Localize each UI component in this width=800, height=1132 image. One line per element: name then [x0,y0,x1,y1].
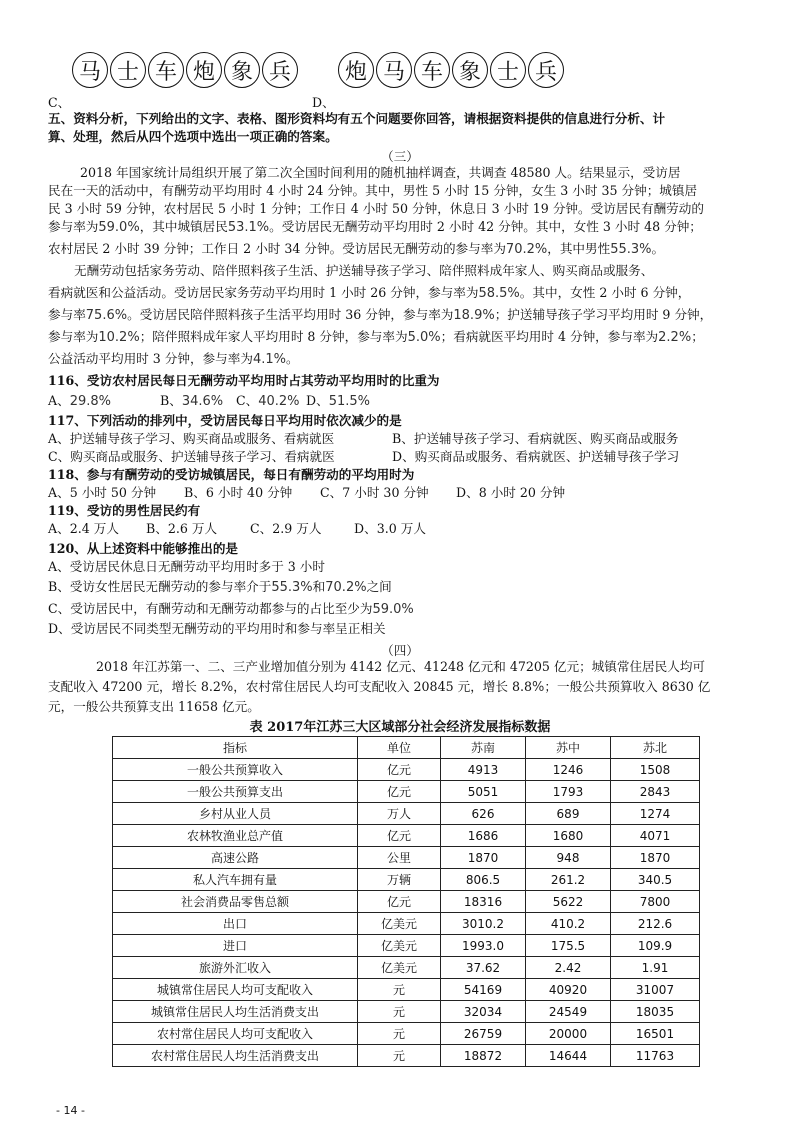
table-cell: 410.2 [526,913,611,935]
percent-value: 75.6% [85,308,128,323]
table-cell: 37.62 [441,957,526,979]
chess-piece: 兵 [528,52,564,88]
percent-value: 58.5% [478,286,520,301]
table-cell: 5051 [441,781,526,803]
q117-option-b[interactable]: B、护送辅导孩子学习、看病就医、购买商品或服务 [392,431,679,446]
table-row [113,1045,700,1067]
table-cell: 1993.0 [441,935,526,957]
paragraph-line: 民在一天的活动中，有酬劳动平均用时 4 小时 24 分钟。其中，男性 5 小时 15 分钟，女生 3 小时 35 分钟；城镇居 [48,183,698,198]
table-row [113,935,700,957]
table-header-row [113,737,700,759]
table-cell: 340.5 [611,869,700,891]
chess-piece: 兵 [262,52,298,88]
table-cell: 社会消费品零售总额 [113,891,358,913]
table-cell: 4913 [441,759,526,781]
chess-piece: 象 [224,52,260,88]
option-d-label: D、 [312,95,335,110]
table-cell: 亿元 [358,891,441,913]
paragraph-line: 无酬劳动包括家务劳动、陪伴照料孩子生活、护送辅导孩子学习、陪伴照料成年家人、购买商品或服务、 [74,263,654,278]
table-cell: 18035 [611,1001,700,1023]
q120-option-c[interactable]: C、受访居民中，有酬劳动和无酬劳动都参与的占比至少为59.0% [48,601,414,617]
table-cell: 109.9 [611,935,700,957]
q116-option-b[interactable]: B、34.6% [160,393,224,409]
data-table [112,736,700,1067]
column-header: 苏南 [441,737,526,759]
percent-value: 59.0% [98,220,140,235]
table-caption: 表 2017年江苏三大区域部分社会经济发展指标数据 [249,720,551,735]
table-cell: 亿元 [358,759,441,781]
chess-piece: 马 [376,52,412,88]
table-cell: 元 [358,1045,441,1067]
table-cell: 公里 [358,847,441,869]
table-row [113,1001,700,1023]
table-cell: 948 [526,847,611,869]
paragraph-line: 参与率75.6%。受访居民陪伴照料孩子生活平均用时 36 分钟，参与率为18.9%；护送辅导孩子学习平均用时 9 分钟， [48,307,713,323]
table-cell: 旅游外汇收入 [113,957,358,979]
chess-piece: 象 [452,52,488,88]
q118-option-b[interactable]: B、6 小时 40 分钟 [184,485,293,500]
table-cell: 万辆 [358,869,441,891]
table-cell: 175.5 [526,935,611,957]
table-cell: 1.91 [611,957,700,979]
table-cell: 2.42 [526,957,611,979]
table-row [113,957,700,979]
table-cell: 亿元 [358,825,441,847]
question-120: 120、从上述资料中能够推出的是 [48,541,239,556]
q120-option-d[interactable]: D、受访居民不同类型无酬劳动的平均用时和参与率呈正相关 [48,621,386,636]
chess-piece: 士 [490,52,526,88]
table-row [113,1023,700,1045]
table-row [113,891,700,913]
section-heading: 五、资料分析，下列给出的文字、表格、图形资料均有五个问题要你回答，请根据资料提供的信息进行分析、计 [48,111,666,126]
table-cell: 元 [358,979,441,1001]
percent-value: 5.0% [407,330,441,345]
table-row [113,913,700,935]
table-cell: 14644 [526,1045,611,1067]
table-cell: 24549 [526,1001,611,1023]
paragraph-line: 参与率为10.2%；陪伴照料成年家人平均用时 8 分钟，参与率为5.0%；看病就医平均用时 4 分钟，参与率为2.2%； [48,329,704,345]
table-cell: 20000 [526,1023,611,1045]
table-cell: 626 [441,803,526,825]
table-row [113,825,700,847]
q120-option-b[interactable]: B、受访女性居民无酬劳动的参与率介于55.3%和70.2%之间 [48,579,392,595]
table-cell: 7800 [611,891,700,913]
table-cell: 高速公路 [113,847,358,869]
q120-option-a[interactable]: A、受访居民休息日无酬劳动平均用时多于 3 小时 [48,559,325,574]
table-cell: 261.2 [526,869,611,891]
column-header: 苏北 [611,737,700,759]
table-cell: 3010.2 [441,913,526,935]
paragraph-line: 看病就医和公益活动。受访居民家务劳动平均用时 1 小时 26 分钟，参与率为58.5%。其中，女性 2 小时 6 分钟， [48,285,691,301]
table-cell: 城镇常住居民人均生活消费支出 [113,1001,358,1023]
option-c-label: C、 [48,95,71,110]
table-cell: 万人 [358,803,441,825]
percent-value: 2.2% [658,330,692,345]
table-cell: 农林牧渔业总产值 [113,825,358,847]
table-cell: 一般公共预算收入 [113,759,358,781]
table-row [113,979,700,1001]
table-cell: 进口 [113,935,358,957]
table-cell: 出口 [113,913,358,935]
table-cell: 4071 [611,825,700,847]
paragraph-line: 民 3 小时 59 分钟，农村居民 5 小时 1 分钟；工作日 4 小时 50 分钟，休息日 3 小时 19 分钟。受访居民有酬劳动的 [48,201,704,216]
chess-group-d [338,52,566,92]
table-cell: 689 [526,803,611,825]
q119-option-a[interactable]: A、2.4 万人 [48,521,119,536]
table-cell: 1870 [441,847,526,869]
table-cell: 元 [358,1001,441,1023]
table-cell: 亿元 [358,781,441,803]
table-cell: 元 [358,1023,441,1045]
part-heading: （四） [381,643,419,658]
q119-option-d[interactable]: D、3.0 万人 [354,521,426,536]
percent-value: 18.9% [453,308,495,323]
chess-piece: 马 [72,52,108,88]
paragraph-line: 参与率为59.0%，其中城镇居民53.1%。受访居民无酬劳动平均用时 2 小时 42 分钟。其中，女性 3 小时 48 分钟； [48,219,702,235]
section-heading-cont: 算、处理，然后从四个选项中选出一项正确的答案。 [48,129,338,144]
table-cell: 18316 [441,891,526,913]
chess-piece: 炮 [186,52,222,88]
page-number: - 14 - [56,1104,85,1117]
percent-value: 10.2% [98,330,140,345]
table-cell: 26759 [441,1023,526,1045]
q116-option-a[interactable]: A、29.8% [48,393,112,409]
table-cell: 一般公共预算支出 [113,781,358,803]
table-cell: 1274 [611,803,700,825]
question-119: 119、受访的男性居民约有 [48,503,201,518]
q117-option-c[interactable]: C、购买商品或服务、护送辅导孩子学习、看病就医 [48,449,335,464]
q117-option-a[interactable]: A、护送辅导孩子学习、购买商品或服务、看病就医 [48,431,335,446]
percent-value: 55.3% [610,242,652,257]
paragraph-line: 农村居民 2 小时 39 分钟；工作日 2 小时 34 分钟。受访居民无酬劳动的参与率为70.2%，其中男性55.3%。 [48,241,665,257]
table-cell: 32034 [441,1001,526,1023]
table-cell: 11763 [611,1045,700,1067]
question-116: 116、受访农村居民每日无酬劳动平均用时占其劳动平均用时的比重为 [48,373,440,388]
table-cell: 31007 [611,979,700,1001]
chess-piece: 炮 [338,52,374,88]
table-cell: 54169 [441,979,526,1001]
table-cell: 16501 [611,1023,700,1045]
q118-option-c[interactable]: C、7 小时 30 分钟 [320,485,429,500]
column-header: 苏中 [526,737,611,759]
table-cell: 1246 [526,759,611,781]
table-cell: 2843 [611,781,700,803]
table-cell: 1680 [526,825,611,847]
table-cell: 1793 [526,781,611,803]
chess-piece: 车 [414,52,450,88]
paragraph-line: 元，一般公共预算支出 11658 亿元。 [48,699,260,714]
question-117: 117、下列活动的排列中，受访居民每日平均用时依次减少的是 [48,413,402,428]
table-cell: 806.5 [441,869,526,891]
column-header: 指标 [113,737,358,759]
table-row [113,759,700,781]
table-row [113,869,700,891]
table-row [113,803,700,825]
chess-group-c [72,52,300,92]
q118-option-a[interactable]: A、5 小时 50 分钟 [48,485,157,500]
percent-value: 53.1% [227,220,270,235]
table-cell: 私人汽车拥有量 [113,869,358,891]
paragraph-line: 公益活动平均用时 3 分钟，参与率为4.1%。 [48,351,299,367]
q118-option-d[interactable]: D、8 小时 20 分钟 [456,485,566,500]
table-cell: 5622 [526,891,611,913]
table-cell: 乡村从业人员 [113,803,358,825]
table-cell: 城镇常住居民人均可支配收入 [113,979,358,1001]
table-cell: 40920 [526,979,611,1001]
table-cell: 1686 [441,825,526,847]
percent-value: 70.2% [505,242,548,257]
table-cell: 亿美元 [358,913,441,935]
table-cell: 18872 [441,1045,526,1067]
paragraph-line: 2018 年国家统计局组织开展了第二次全国时间利用的随机抽样调查，共调查 48580 人。结果显示，受访居 [80,165,681,180]
q119-option-b[interactable]: B、2.6 万人 [146,521,218,536]
table-cell: 农村常住居民人均生活消费支出 [113,1045,358,1067]
q117-option-d[interactable]: D、购买商品或服务、看病就医、护送辅导孩子学习 [392,449,680,464]
chess-piece: 车 [148,52,184,88]
table-cell: 212.6 [611,913,700,935]
table-cell: 亿美元 [358,935,441,957]
paragraph-line: 2018 年江苏第一、二、三产业增加值分别为 4142 亿元、41248 亿元和 47205 亿元；城镇常住居民人均可 [96,659,706,674]
table-cell: 1870 [611,847,700,869]
table-cell: 亿美元 [358,957,441,979]
table-cell: 农村常住居民人均可支配收入 [113,1023,358,1045]
q119-option-c[interactable]: C、2.9 万人 [250,521,322,536]
q116-option-c[interactable]: C、40.2% [236,393,300,409]
column-header: 单位 [358,737,441,759]
percent-value: 4.1% [252,352,286,367]
paragraph-line: 支配收入 47200 元，增长 8.2%，农村常住居民人均可支配收入 20845 元，增长 8.8%；一般公共预算收入 8630 亿 [48,679,711,695]
part-heading: （三） [381,149,419,164]
table-row [113,847,700,869]
chess-piece: 士 [110,52,146,88]
table-cell: 1508 [611,759,700,781]
question-118: 118、参与有酬劳动的受访城镇居民，每日有酬劳动的平均用时为 [48,467,415,482]
table-row [113,781,700,803]
q116-option-d[interactable]: D、51.5% [306,393,371,409]
